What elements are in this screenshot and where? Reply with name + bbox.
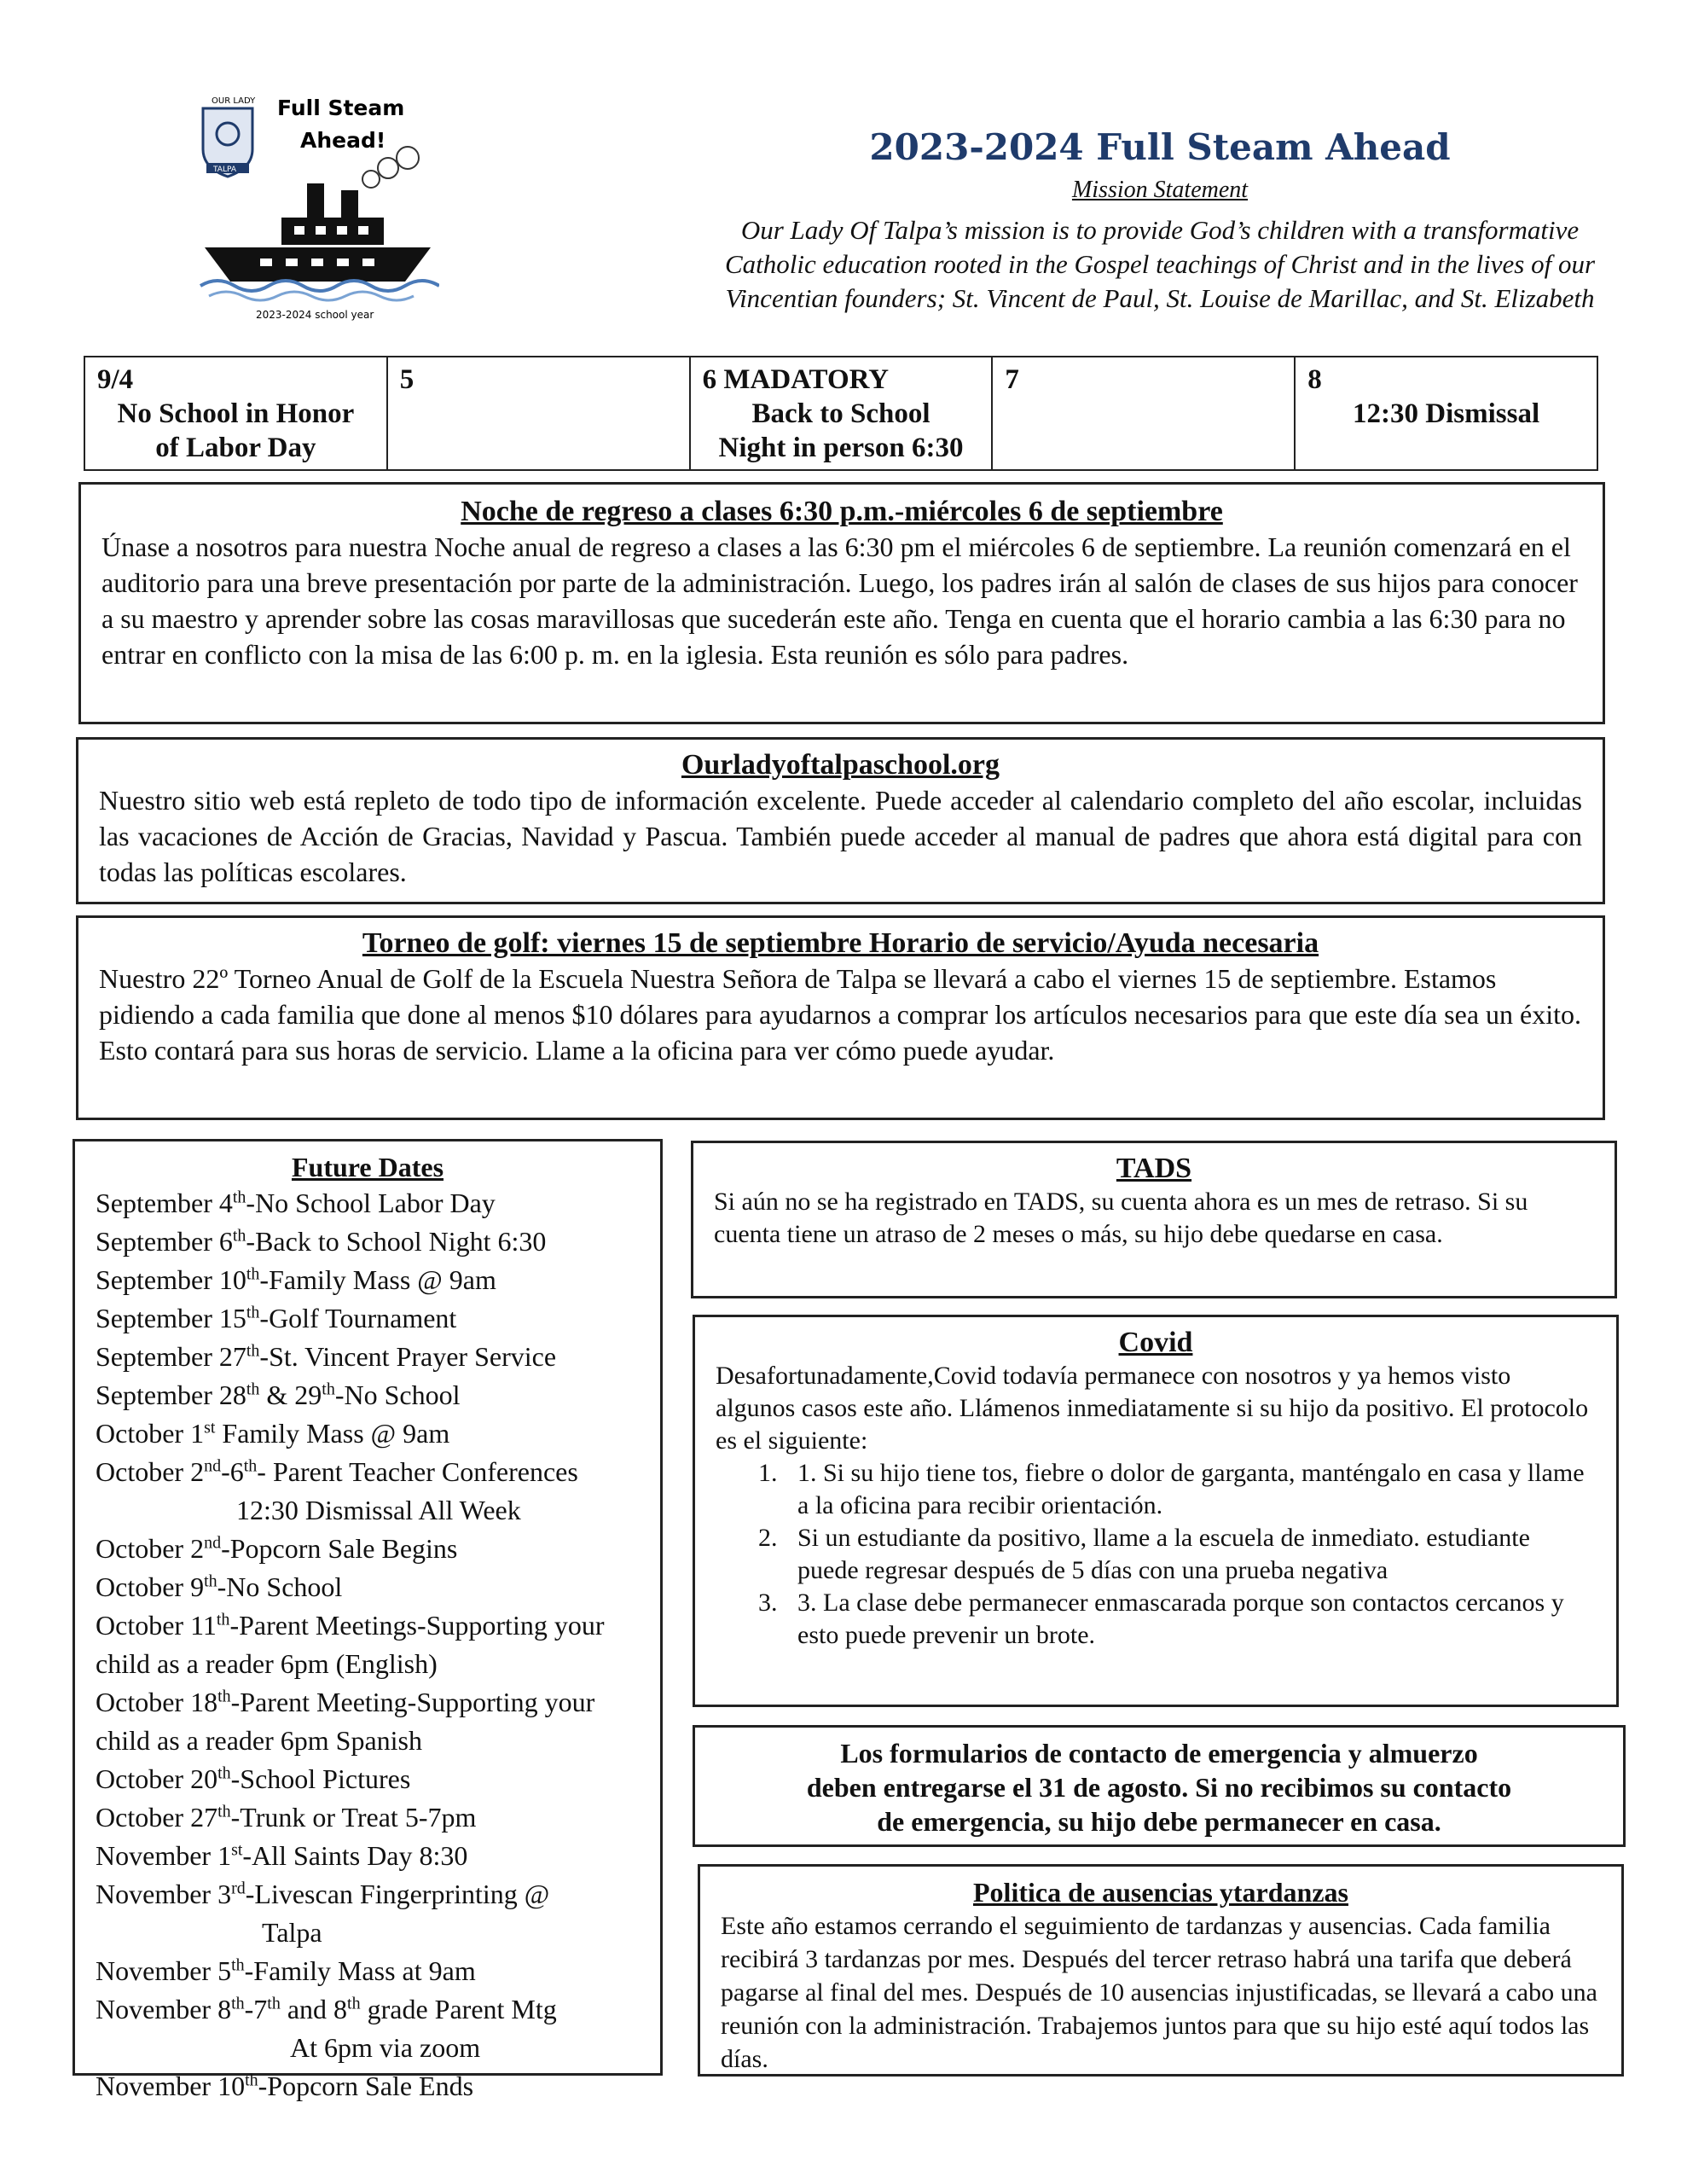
ordinal-suffix: th [204, 1571, 217, 1591]
date-text: -All Saints Day 8:30 [242, 1840, 468, 1871]
ordinal-suffix: st [231, 1840, 243, 1860]
calendar-event: Back to School Night in person 6:30 [718, 398, 964, 463]
notice-body: Este año estamos cerrando el seguimiento de tardanzas y ausencias. Cada familia recibirá 3 tardanzas por mes. Después del tercer retraso habrá una tarifa que deberá pagarse al final del mes. Después de 10 ausencias injustificadas, se llevará a cabo una reunión con la administración. Trabajemos juntos para que su hijo esté aquí todos las días. [721, 1912, 1597, 2073]
date-text: November 1 [96, 1840, 232, 1871]
date-text: September 28 [96, 1380, 246, 1410]
calendar-date: 7 [1005, 364, 1019, 395]
date-item [96, 2029, 640, 2067]
date-text: and 8 [280, 1994, 348, 2024]
notice-title: Politica de ausencias ytardanzas [973, 1877, 1348, 1908]
date-item [96, 1568, 640, 1606]
date-text: -No School [334, 1380, 461, 1410]
website-notice [76, 737, 1605, 904]
date-item [96, 1261, 640, 1299]
date-item [96, 1453, 640, 1491]
date-text: -Parent Meetings-Supporting your [229, 1610, 605, 1641]
absence-policy-notice [698, 1864, 1624, 2077]
ordinal-suffix: th [231, 1994, 245, 2013]
date-item [96, 1683, 640, 1722]
date-text: -6 [221, 1456, 244, 1487]
date-text: Family Mass @ 9am [215, 1418, 450, 1449]
date-text: & 29 [259, 1380, 322, 1410]
date-text: October 18 [96, 1687, 218, 1717]
calendar-event: 12:30 Dismissal [1353, 398, 1540, 429]
ordinal-suffix: th [246, 1303, 260, 1322]
future-dates-list [72, 1139, 663, 2101]
date-item [96, 1376, 640, 1414]
date-text: November 5 [96, 1955, 232, 1986]
future-dates-title: Future Dates [291, 1152, 444, 1182]
date-text: November 3 [96, 1879, 232, 1909]
back-to-school-notice [78, 482, 1605, 724]
website-link[interactable]: Ourladyoftalpaschool.org [681, 749, 1000, 781]
date-item [96, 1491, 640, 1530]
date-text: -Family Mass at 9am [244, 1955, 476, 1986]
date-item [96, 1837, 640, 1875]
crest-icon [203, 96, 256, 177]
list-item: 1. 1. Si su hijo tiene tos, fiebre o dolor de garganta, manténgalo en casa y llame a la oficina para recibir orientación. [784, 1457, 1596, 1522]
date-text: October 11 [96, 1610, 217, 1641]
notice-body: Únase a nosotros para nuestra Noche anual de regreso a clases a las 6:30 pm el miércoles 6 de septiembre. La reunión comenzará en el auditorio para una breve presentación por parte de la administración. Luego, los padres irán al salón de clases de sus hijos para conocer a su maestro y aprender sobre las cosas maravillosas que sucederán este año. Tenga en cuenta que el horario cambia a las 6:30 para no entrar en conflicto con la misa de las 6:00 p. m. en la iglesia. Esta reunión es sólo para padres. [101, 531, 1578, 670]
ordinal-suffix: th [217, 1802, 231, 1821]
date-item [96, 2067, 640, 2106]
list-item: 3. 3. La clase debe permanecer enmascarada porque son contactos cercanos y esto puede prevenir un brote. [784, 1587, 1596, 1652]
notice-title: TADS [1116, 1153, 1192, 1184]
calendar-date: 8 [1307, 364, 1322, 395]
svg-text:2023-2024 school year: 2023-2024 school year [256, 309, 374, 321]
calendar-event: No School in Honor of Labor Day [117, 398, 355, 463]
date-text: -Popcorn Sale Begins [221, 1533, 458, 1564]
ordinal-suffix: th [231, 1955, 245, 1975]
ordinal-suffix: th [245, 2071, 258, 2090]
calendar-date: 5 [399, 364, 415, 395]
covid-notice [693, 1315, 1619, 1707]
mission-statement [546, 213, 1687, 316]
notice-body: Si aún no se ha registrado en TADS, su cuenta ahora es un mes de retraso. Si su cuenta tiene un atraso de 2 meses o más, su hijo debe quedarse en casa. [714, 1188, 1528, 1248]
date-item [96, 1645, 640, 1683]
date-text: -St. Vincent Prayer Service [259, 1341, 557, 1372]
svg-text:OUR LADY: OUR LADY [212, 96, 256, 106]
notice-line: deben entregarse el 31 de agosto. Si no recibimos su contacto [806, 1772, 1512, 1803]
week-calendar [84, 356, 1598, 471]
ordinal-suffix: th [246, 1341, 260, 1361]
date-text: October 20 [96, 1763, 218, 1794]
school-logo [196, 90, 439, 324]
list-item: 2. Si un estudiante da positivo, llame a la escuela de inmediato. estudiante puede regresar después de 5 días con una prueba negativa [784, 1522, 1596, 1587]
page-title: 2023-2024 Full Steam Ahead [869, 126, 1451, 168]
date-text: -Back to School Night 6:30 [246, 1226, 547, 1257]
notice-line: de emergencia, su hijo debe permanecer en casa. [877, 1806, 1441, 1837]
date-text: -Parent Meeting-Supporting your [230, 1687, 595, 1717]
date-text: September 4 [96, 1188, 233, 1218]
tads-notice [691, 1141, 1617, 1298]
date-text: child as a reader 6pm (English) [96, 1648, 438, 1679]
calendar-day [691, 357, 994, 469]
steamship-icon [205, 183, 431, 282]
ordinal-suffix: th [246, 1380, 260, 1399]
emergency-form-notice [693, 1725, 1626, 1847]
ordinal-suffix: nd [204, 1456, 222, 1476]
date-text: September 15 [96, 1303, 246, 1333]
ordinal-suffix: th [267, 1994, 281, 2013]
date-item [96, 1530, 640, 1568]
calendar-date: 9/4 [97, 364, 134, 395]
mission-line: Vincentian founders; St. Vincent de Paul, St. Louise de Marillac, and St. Elizabeth [725, 283, 1595, 313]
ordinal-suffix: rd [231, 1879, 246, 1898]
date-text: -No School [217, 1571, 343, 1602]
date-item [96, 1184, 640, 1223]
notice-line: Los formularios de contacto de emergencia y almuerzo [840, 1738, 1478, 1769]
notice-title: Noche de regreso a clases 6:30 p.m.-miércoles 6 de septiembre [461, 496, 1223, 527]
date-text: November 8 [96, 1994, 232, 2024]
date-text: child as a reader 6pm Spanish [96, 1725, 422, 1756]
ordinal-suffix: th [246, 1264, 260, 1284]
date-text: 12:30 Dismissal All Week [236, 1495, 521, 1525]
date-item [96, 1952, 640, 1990]
date-text: -School Pictures [230, 1763, 411, 1794]
ordinal-suffix: th [216, 1610, 230, 1629]
ordinal-suffix: th [217, 1687, 231, 1706]
date-text: September 6 [96, 1226, 233, 1257]
date-item [96, 1414, 640, 1453]
mission-line: Our Lady Of Talpa’s mission is to provide God’s children with a transformative [740, 215, 1580, 245]
mission-line: Catholic education rooted in the Gospel teachings of Christ and in the lives of our [724, 249, 1596, 279]
mission-heading: Mission Statement [1071, 177, 1249, 203]
date-text: September 10 [96, 1264, 246, 1295]
date-text: -Golf Tournament [259, 1303, 457, 1333]
svg-text:TALPA: TALPA [213, 166, 236, 174]
date-text: October 2 [96, 1456, 205, 1487]
date-item [96, 1760, 640, 1798]
date-text: September 27 [96, 1341, 246, 1372]
date-item [96, 1875, 640, 1914]
date-text: -Livescan Fingerprinting @ [245, 1879, 550, 1909]
dates-container [96, 1184, 640, 2106]
svg-text:Full Steam: Full Steam [277, 96, 405, 120]
date-item [96, 1299, 640, 1338]
calendar-day [993, 357, 1296, 469]
notice-title: Torneo de golf: viernes 15 de septiembre Horario de servicio/Ayuda necesaria [362, 927, 1319, 959]
date-text: October 1 [96, 1418, 205, 1449]
date-text: Talpa [262, 1917, 322, 1948]
date-item [96, 1223, 640, 1261]
calendar-date: 6 MADATORY [702, 364, 890, 395]
date-text: At 6pm via zoom [290, 2032, 481, 2063]
golf-tournament-notice [76, 915, 1605, 1120]
ordinal-suffix: th [322, 1380, 335, 1399]
covid-protocol-list [716, 1457, 1596, 1652]
date-text: November 10 [96, 2071, 246, 2101]
date-text: October 2 [96, 1533, 205, 1564]
date-text: -Family Mass @ 9am [259, 1264, 496, 1295]
date-item [96, 1798, 640, 1837]
ordinal-suffix: th [232, 1226, 246, 1246]
ordinal-suffix: th [243, 1456, 258, 1476]
ordinal-suffix: th [347, 1994, 361, 2013]
notice-body: Nuestro sitio web está repleto de todo tipo de información excelente. Puede acceder al calendario completo del año escolar, incluidas las vacaciones de Acción de Gracias, Navidad y Pascua. También puede acceder al manual de padres que ahora está digital para con todas las políticas escolares. [99, 785, 1582, 887]
date-text: October 9 [96, 1571, 205, 1602]
date-item [96, 1606, 640, 1645]
date-item [96, 1338, 640, 1376]
date-item [96, 1914, 640, 1952]
ordinal-suffix: th [217, 1763, 231, 1783]
date-text: - Parent Teacher Conferences [257, 1456, 578, 1487]
date-text: -7 [244, 1994, 268, 2024]
date-text: -Popcorn Sale Ends [258, 2071, 474, 2101]
date-text: October 27 [96, 1802, 218, 1833]
ordinal-suffix: st [204, 1418, 216, 1438]
date-text: grade Parent Mtg [360, 1994, 557, 2024]
notice-body: Nuestro 22º Torneo Anual de Golf de la Escuela Nuestra Señora de Talpa se llevará a cabo el viernes 15 de septiembre. Estamos pidiendo a cada familia que done al menos $10 dólares para ayudarnos a comprar los artículos necesarios para que este día sea un éxito. Esto contará para sus horas de servicio. Llame a la oficina para ver cómo puede ayudar. [99, 963, 1582, 1066]
date-item [96, 1722, 640, 1760]
calendar-day [85, 357, 388, 469]
svg-text:Ahead!: Ahead! [300, 128, 386, 153]
date-item [96, 1990, 640, 2029]
date-text: -Trunk or Treat 5-7pm [230, 1802, 477, 1833]
calendar-day [388, 357, 691, 469]
notice-title: Covid [1118, 1327, 1193, 1358]
calendar-day [1296, 357, 1597, 469]
date-text: -No School Labor Day [246, 1188, 496, 1218]
notice-body: Desafortunadamente,Covid todavía permanece con nosotros y ya hemos visto algunos casos este año. Llámenos inmediatamente si su hijo da positivo. El protocolo es el siguiente: [716, 1362, 1589, 1455]
ordinal-suffix: nd [204, 1533, 222, 1553]
ordinal-suffix: th [232, 1188, 246, 1207]
